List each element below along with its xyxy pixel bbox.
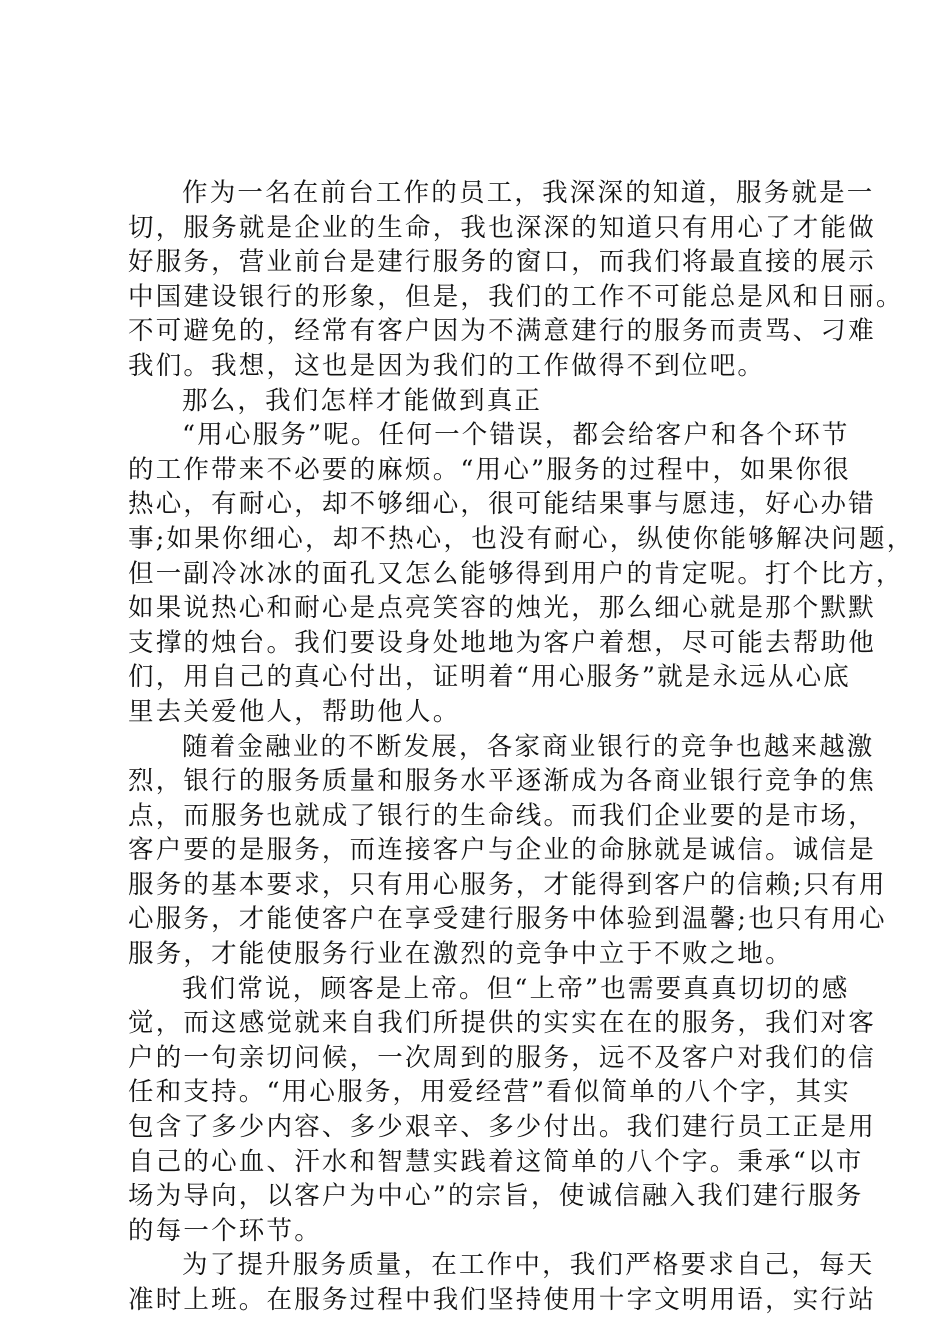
text-line: 自己的心血、汗水和智慧实践着这简单的八个字。秉承“以市 bbox=[128, 1146, 864, 1177]
text-line: 的每一个环节。 bbox=[128, 1215, 322, 1246]
text-line: 作为一名在前台工作的员工，我深深的知道，服务就是一 bbox=[182, 178, 875, 208]
text-line: 支撑的烛台。我们要设身处地地为客户着想，尽可能去帮助他 bbox=[128, 627, 876, 658]
text-line: 但一副冷冰冰的面孔又怎么能够得到用户的肯定呢。打个比方， bbox=[128, 558, 904, 589]
text-line: 随着金融业的不断发展，各家商业银行的竞争也越来越激 bbox=[182, 731, 875, 762]
text-line: 烈，银行的服务质量和服务水平逐渐成为各商业银行竞争的焦 bbox=[128, 766, 876, 797]
text-line: 任和支持。“用心服务，用爱经营”看似简单的八个字，其实 bbox=[128, 1077, 851, 1108]
text-line: 如果说热心和耐心是点亮笑容的烛光，那么细心就是那个默默 bbox=[128, 593, 876, 624]
text-line: 包含了多少内容、多少艰辛、多少付出。我们建行员工正是用 bbox=[128, 1112, 876, 1143]
text-line: 户的一句亲切问候，一次周到的服务，远不及客户对我们的信 bbox=[128, 1042, 876, 1073]
text-line: 事;如果你细心，却不热心，也没有耐心，纵使你能够解决问题， bbox=[128, 523, 915, 554]
text-line: 为了提升服务质量，在工作中，我们严格要求自己，每天 bbox=[182, 1250, 875, 1281]
text-line: 们，用自己的真心付出，证明着“用心服务”就是永远从心底 bbox=[128, 662, 851, 693]
text-line: 觉，而这感觉就来自我们所提供的实实在在的服务，我们对客 bbox=[128, 1008, 876, 1039]
text-line: 服务的基本要求，只有用心服务，才能得到客户的信赖;只有用 bbox=[128, 869, 887, 900]
text-line: 服务，才能使服务行业在激烈的竞争中立于不败之地。 bbox=[128, 939, 793, 970]
text-line: 不可避免的，经常有客户因为不满意建行的服务而责骂、刁难 bbox=[128, 316, 876, 347]
text-line: “用心服务”呢。任何一个错误，都会给客户和各个环节 bbox=[182, 420, 850, 451]
text-line: 的工作带来不必要的麻烦。“用心”服务的过程中，如果你很 bbox=[128, 454, 851, 485]
text-line: 心服务，才能使客户在享受建行服务中体验到温馨;也只有用心 bbox=[128, 904, 887, 935]
text-line: 准时上班。在服务过程中我们坚持使用十字文明用语，实行站 bbox=[128, 1285, 876, 1315]
text-line: 我们常说，顾客是上帝。但“上帝”也需要真真切切的感 bbox=[182, 973, 850, 1004]
text-line: 切，服务就是企业的生命，我也深深的知道只有用心了才能做 bbox=[128, 212, 876, 243]
text-line: 中国建设银行的形象，但是，我们的工作不可能总是风和日丽。 bbox=[128, 281, 904, 312]
body-text bbox=[128, 176, 915, 1318]
text-line: 场为导向，以客户为中心”的宗旨，使诚信融入我们建行服务 bbox=[128, 1181, 864, 1212]
text-line: 那么，我们怎样才能做到真正 bbox=[182, 385, 543, 416]
text-line: 里去关爱他人，帮助他人。 bbox=[128, 696, 461, 727]
text-line: 热心，有耐心，却不够细心，很可能结果事与愿违，好心办错 bbox=[128, 489, 876, 520]
text-line: 点，而服务也就成了银行的生命线。而我们企业要的是市场， bbox=[128, 800, 876, 831]
text-line: 客户要的是服务，而连接客户与企业的命脉就是诚信。诚信是 bbox=[128, 835, 876, 866]
text-line: 我们。我想，这也是因为我们的工作做得不到位吧。 bbox=[128, 350, 766, 381]
text-line: 好服务，营业前台是建行服务的窗口，而我们将最直接的展示 bbox=[128, 247, 876, 278]
